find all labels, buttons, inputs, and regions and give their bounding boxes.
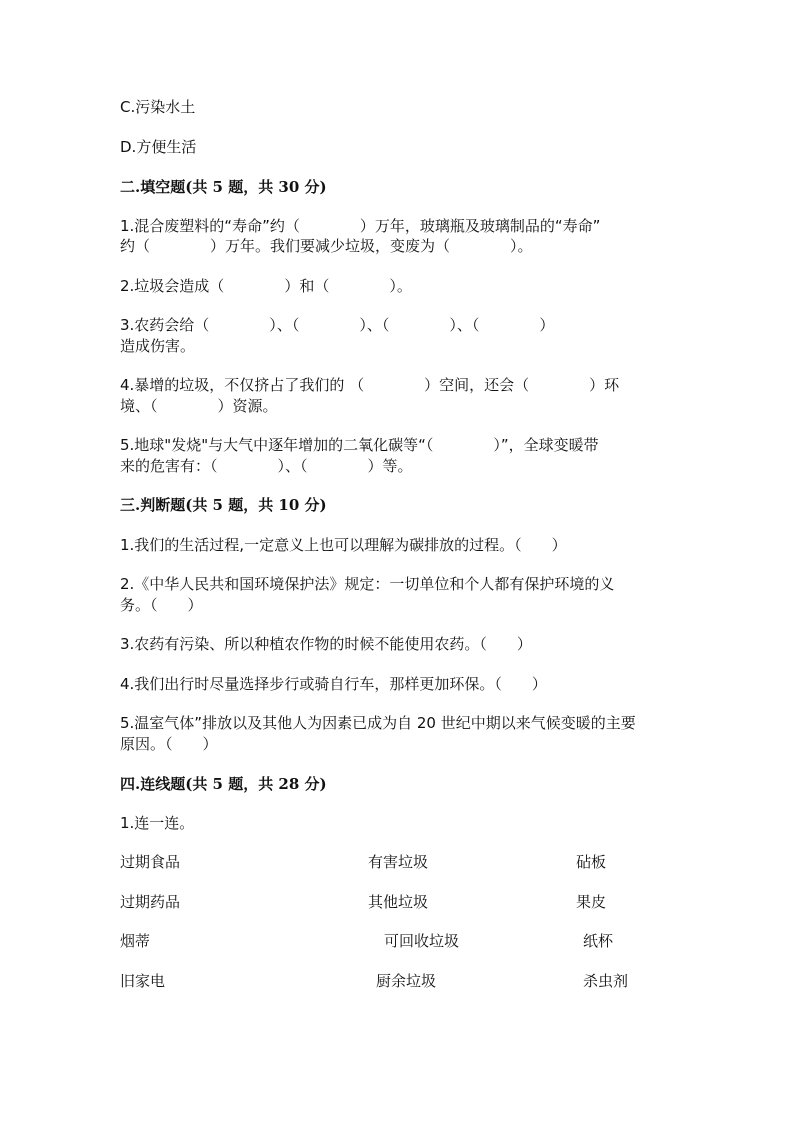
match-right-item: 果皮 bbox=[576, 893, 607, 911]
match-middle-item: 厨余垃圾 bbox=[376, 972, 437, 990]
section-match-heading: 四.连线题(共 5 题，共 28 分) bbox=[120, 775, 327, 793]
match-q1: 1.连一连。 bbox=[120, 814, 195, 832]
fill-q4-line1: 4.暴增的垃圾，不仅挤占了我们的 （ ）空间，还会（ ）环 bbox=[120, 376, 620, 394]
match-right-item: 纸杯 bbox=[583, 932, 614, 950]
match-right-item: 杀虫剂 bbox=[583, 972, 629, 990]
fill-q5-line1: 5.地球"发烧"与大气中逐年增加的二氧化碳等“（ ）”，全球变暖带 bbox=[120, 436, 599, 454]
match-left-item: 烟蒂 bbox=[120, 932, 151, 950]
fill-q3-line1: 3.农药会给（ ）、（ ）、（ ）、（ ） bbox=[120, 316, 555, 334]
fill-q3-line2: 造成伤害。 bbox=[120, 337, 196, 355]
fill-q5-line2: 来的危害有：（ ）、（ ）等。 bbox=[120, 457, 413, 475]
match-left-item: 过期食品 bbox=[120, 853, 181, 871]
fill-q1-line2: 约（ ）万年。我们要减少垃圾，变废为（ ）。 bbox=[120, 237, 533, 255]
option-c: C.污染水土 bbox=[120, 98, 196, 116]
match-right-item: 砧板 bbox=[576, 853, 607, 871]
fill-q1-line1: 1.混合废塑料的“寿命”约（ ）万年，玻璃瓶及玻璃制品的“寿命” bbox=[120, 217, 601, 235]
judge-q2-line1: 2.《中华人民共和国环境保护法》规定：一切单位和个人都有保护环境的义 bbox=[120, 575, 615, 593]
judge-q5-line1: 5.温室气体”排放以及其他人为因素已成为自 20 世纪中期以来气候变暖的主要 bbox=[120, 714, 636, 732]
fill-q2-line1: 2.垃圾会造成（ ）和（ ）。 bbox=[120, 277, 412, 295]
match-left-item: 过期药品 bbox=[120, 893, 181, 911]
match-middle-item: 有害垃圾 bbox=[368, 853, 429, 871]
judge-q4-line1: 4.我们出行时尽量选择步行或骑自行车，那样更加环保。（ ） bbox=[120, 675, 547, 693]
match-middle-item: 其他垃圾 bbox=[368, 893, 429, 911]
fill-q4-line2: 境、（ ）资源。 bbox=[120, 397, 278, 415]
judge-q5-line2: 原因。（ ） bbox=[120, 735, 218, 753]
judge-q3-line1: 3.农药有污染、所以种植农作物的时候不能使用农药。（ ） bbox=[120, 635, 532, 653]
match-middle-item: 可回收垃圾 bbox=[384, 932, 460, 950]
match-left-item: 旧家电 bbox=[120, 972, 166, 990]
judge-q1-line1: 1.我们的生活过程,一定意义上也可以理解为碳排放的过程。（ ） bbox=[120, 536, 567, 554]
option-d: D.方便生活 bbox=[120, 138, 197, 156]
section-judge-heading: 三.判断题(共 5 题，共 10 分) bbox=[120, 496, 327, 514]
judge-q2-line2: 务。（ ） bbox=[120, 596, 203, 614]
section-fill-heading: 二.填空题(共 5 题，共 30 分) bbox=[120, 178, 327, 196]
